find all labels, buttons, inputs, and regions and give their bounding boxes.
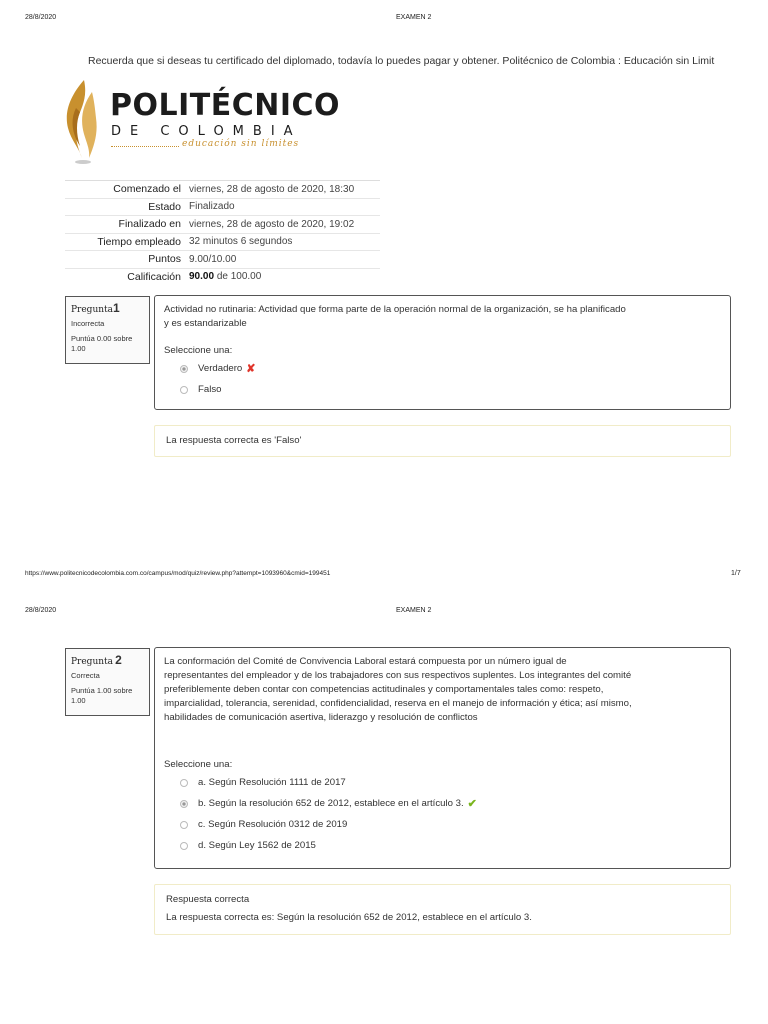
summary-value: 9.00/10.00: [189, 253, 237, 265]
select-prompt: Seleccione una:: [164, 345, 233, 356]
politecnico-logo: [62, 78, 341, 168]
option-label: a. Según Resolución 1111 de 2017: [198, 776, 346, 788]
footer-page-number: 1/7: [731, 570, 741, 577]
question-status: Incorrecta: [71, 319, 105, 328]
header-title: EXAMEN 2: [396, 14, 432, 21]
question-status: Correcta: [71, 671, 100, 680]
answer-option[interactable]: [180, 358, 721, 379]
question-text-line: habilidades de comunicación asertiva, liderazgo y resolución de conflictos: [164, 712, 478, 723]
feedback-title: Respuesta correcta: [166, 894, 250, 905]
feedback-text: La respuesta correcta es 'Falso': [166, 435, 302, 446]
question-text-line: y es estandarizable: [164, 318, 247, 329]
flame-icon: [62, 78, 102, 166]
option-label: c. Según Resolución 0312 de 2019: [198, 818, 348, 830]
summary-label: Estado: [148, 200, 181, 213]
summary-label: Tiempo empleado: [97, 235, 181, 248]
option-label: Falso: [198, 383, 222, 395]
select-prompt: Seleccione una:: [164, 759, 233, 770]
answer-option[interactable]: [180, 772, 721, 793]
question-2-info: [65, 648, 150, 716]
header-date: 28/8/2020: [25, 607, 57, 614]
summary-value: viernes, 28 de agosto de 2020, 19:02: [189, 218, 355, 230]
logo-dotted-rule: [111, 146, 179, 147]
logo-subtitle: DE COLOMBIA: [111, 124, 302, 139]
radio-unselected[interactable]: [180, 386, 188, 394]
question-text-line: La conformación del Comité de Convivencia Laboral estará compuesta por un número igual de: [164, 656, 567, 667]
summary-value: Finalizado: [189, 201, 235, 213]
question-text-line: preferiblemente deben contar con competencias actitudinales y comportamentales tales como: respeto,: [164, 684, 604, 695]
summary-label: Finalizado en: [118, 218, 181, 231]
summary-row-time: [65, 233, 380, 251]
summary-label: Calificación: [127, 270, 181, 283]
answer-option[interactable]: [180, 379, 721, 400]
feedback-text: La respuesta correcta es: Según la resolución 652 de 2012, establece en el artículo 3.: [166, 912, 532, 923]
question-2-feedback: [154, 884, 731, 935]
question-1-content: [154, 295, 731, 410]
correct-check-icon: ✔: [467, 797, 477, 810]
header-title: EXAMEN 2: [396, 607, 432, 614]
question-text-line: Actividad no rutinaria: Actividad que forma parte de la operación normal de la organización, se ha planificado: [164, 304, 626, 315]
option-label: Verdadero: [198, 362, 243, 374]
question-text-line: imparcialidad, tolerancia, serenidad, confidencialidad, reserva en el manejo de información y ética; así mismo,: [164, 698, 632, 709]
question-text-line: representantes del empleador y de los trabajadores con sus respectivos suplentes. Los integrantes del comité: [164, 670, 632, 681]
certificate-notice[interactable]: Recuerda que si deseas tu certificado del diplomado, todavía lo puedes pagar y obtener. Politécnico de Colombia : Educación sin Limit: [88, 55, 715, 67]
answer-option[interactable]: [180, 793, 721, 814]
summary-row-grade: [65, 268, 380, 286]
summary-value: viernes, 28 de agosto de 2020, 18:30: [189, 183, 355, 195]
summary-value: 32 minutos 6 segundos: [189, 236, 293, 248]
summary-row-state: [65, 198, 380, 216]
summary-label: Comenzado el: [113, 183, 181, 196]
option-label: b. Según la resolución 652 de 2012, establece en el artículo 3.: [198, 797, 464, 809]
question-label: Pregunta: [71, 657, 114, 667]
summary-label: Puntos: [148, 253, 181, 266]
question-number: 1: [113, 301, 120, 315]
answer-option[interactable]: [180, 814, 721, 835]
question-label: Pregunta: [71, 305, 114, 315]
answer-option[interactable]: [180, 835, 721, 856]
grade-value: 90.00: [189, 271, 215, 283]
question-2-content: [154, 647, 731, 869]
question-grade: Puntúa 0.00 sobre 1.00: [71, 334, 133, 353]
summary-value: [189, 271, 380, 282]
radio-unselected[interactable]: [180, 779, 188, 787]
summary-row-started: [65, 180, 380, 198]
header-date: 28/8/2020: [25, 14, 57, 21]
logo-name: POLITÉCNICO: [110, 88, 341, 123]
grade-max: de 100.00: [216, 271, 262, 283]
logo-tagline: educación sin límites: [182, 139, 300, 149]
radio-unselected[interactable]: [180, 821, 188, 829]
radio-selected[interactable]: [180, 800, 188, 808]
question-1-feedback: [154, 425, 731, 457]
attempt-summary-table: [65, 180, 380, 285]
question-1-info: [65, 296, 150, 364]
option-label: d. Según Ley 1562 de 2015: [198, 839, 316, 851]
footer-url[interactable]: https://www.politecnicodecolombia.com.co/campus/mod/quiz/review.php?attempt=1093960&cmid=199451: [25, 570, 331, 577]
question-number: 2: [115, 653, 122, 667]
summary-row-points: [65, 250, 380, 268]
question-grade: Puntúa 1.00 sobre 1.00: [71, 686, 133, 705]
radio-unselected[interactable]: [180, 842, 188, 850]
radio-selected[interactable]: [180, 365, 188, 373]
incorrect-icon: ✘: [246, 362, 256, 375]
summary-row-finished: [65, 215, 380, 233]
